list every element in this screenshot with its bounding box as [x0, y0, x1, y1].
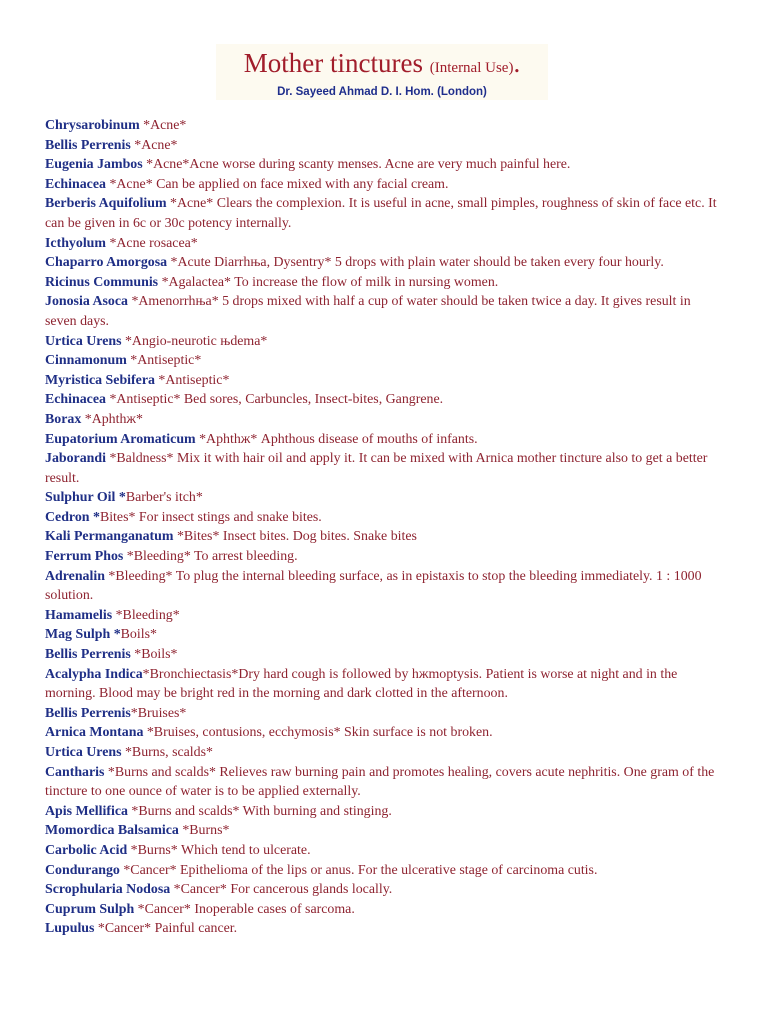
- remedy-description: *Bronchiectasis*Dry hard cough is followed by hжmoptysis. Patient is worse at night and in the morning. Blood may be bright red in the morning and dark clotted in the afternoon.: [45, 666, 678, 702]
- remedy-entry: [45, 116, 725, 136]
- remedy-entry: [45, 155, 725, 175]
- remedy-entry: [45, 332, 725, 352]
- remedy-description: Barber's itch*: [125, 490, 203, 506]
- remedy-entry: [45, 410, 725, 430]
- remedy-name: Bellis Perrenis: [45, 705, 131, 721]
- remedy-entry: [45, 508, 725, 528]
- remedy-description: *Burns and scalds* With burning and stinging.: [127, 803, 392, 819]
- remedy-name: Sulphur Oil *: [45, 490, 126, 506]
- remedy-description: *Antiseptic*: [154, 372, 230, 388]
- remedy-name: Eupatorium Aromaticum: [45, 431, 196, 447]
- remedy-list: [45, 116, 725, 939]
- remedy-entry: [45, 821, 725, 841]
- title-usage-note: (Internal Use): [429, 60, 514, 76]
- remedy-entry: [45, 449, 725, 488]
- remedy-name: Scrophularia Nodosa: [45, 882, 171, 898]
- remedy-name: Ferrum Phos: [45, 549, 124, 565]
- remedy-description: *Burns*: [178, 823, 230, 839]
- remedy-name: Echinacea: [45, 176, 106, 192]
- remedy-name: Condurango: [45, 862, 120, 878]
- remedy-entry: [45, 175, 725, 195]
- remedy-description: Boils*: [120, 627, 157, 643]
- document-header: [216, 44, 548, 100]
- remedy-entry: [45, 645, 725, 665]
- remedy-name: Arnica Montana: [45, 725, 144, 741]
- remedy-entry: [45, 919, 725, 939]
- remedy-description: *Bruises, contusions, ecchymosis* Skin surface is not broken.: [143, 725, 493, 741]
- remedy-description: *Acne*: [139, 118, 187, 133]
- remedy-name: Jonosia Asoca: [45, 294, 128, 310]
- remedy-description: *Aphthж*: [81, 411, 143, 427]
- remedy-description: *Bleeding*: [112, 607, 180, 623]
- remedy-entry: [45, 527, 725, 547]
- remedy-name: Bellis Perrenis: [45, 137, 131, 153]
- remedy-name: Cantharis: [45, 764, 105, 780]
- remedy-entry: [45, 743, 725, 763]
- remedy-description: *Acne*Acne worse during scanty menses. Acne are very much painful here.: [142, 157, 571, 173]
- remedy-entry: [45, 488, 725, 508]
- remedy-name: Eugenia Jambos: [45, 157, 143, 173]
- remedy-entry: [45, 704, 725, 724]
- remedy-description: *Cancer* Painful cancer.: [94, 921, 238, 937]
- remedy-name: Apis Mellifica: [45, 803, 128, 819]
- remedy-description: *Cancer* For cancerous glands locally.: [170, 882, 393, 898]
- remedy-description: *Boils*: [130, 647, 178, 663]
- remedy-name: Borax: [45, 411, 82, 427]
- remedy-name: Cedron *: [45, 509, 100, 525]
- remedy-name: Chaparro Amorgosa: [45, 255, 168, 271]
- remedy-name: Jaborandi: [45, 451, 106, 467]
- remedy-description: *Burns and scalds* Relieves raw burning pain and promotes healing, covers acute nephritis. One gram of the tincture to one ounce of water is to be applied externally.: [45, 764, 715, 800]
- remedy-description: *Amenorrhњa* 5 drops mixed with half a cup of water should be taken twice a day. It gives result in seven days.: [45, 294, 691, 329]
- remedy-description: *Aphthж* Aphthous disease of mouths of infants.: [195, 431, 478, 447]
- remedy-description: *Acute Diarrhњa, Dysentry* 5 drops with plain water should be taken every four hourly.: [167, 255, 664, 271]
- remedy-description: *Angio-neurotic њdema*: [121, 333, 268, 349]
- remedy-entry: [45, 371, 725, 391]
- remedy-description: *Antiseptic* Bed sores, Carbuncles, Insect-bites, Gangrene.: [105, 392, 444, 408]
- remedy-name: Carbolic Acid: [45, 842, 128, 858]
- remedy-entry: [45, 880, 725, 900]
- remedy-name: Chrysarobinum: [45, 118, 140, 133]
- remedy-name: Icthyolum: [45, 235, 106, 251]
- remedy-name: Momordica Balsamica: [45, 823, 179, 839]
- remedy-description: *Bleeding* To plug the internal bleeding surface, as in epistaxis to stop the bleeding immediately. 1 : 1000 solution.: [45, 568, 702, 604]
- remedy-entry: [45, 665, 725, 704]
- remedy-name: Hamamelis: [45, 607, 113, 623]
- remedy-name: Berberis Aquifolium: [45, 196, 167, 212]
- remedy-description: *Antiseptic*: [126, 353, 202, 369]
- remedy-description: *Burns, scalds*: [121, 745, 213, 760]
- remedy-description: Bites* For insect stings and snake bites.: [99, 509, 322, 525]
- remedy-name: Myristica Sebifera: [45, 372, 155, 388]
- remedy-description: *Acne*: [130, 137, 178, 153]
- remedy-description: *Bleeding* To arrest bleeding.: [123, 549, 298, 565]
- remedy-description: *Cancer* Inoperable cases of sarcoma.: [134, 901, 355, 917]
- document-title: [216, 47, 548, 84]
- remedy-entry: [45, 567, 725, 606]
- remedy-entry: [45, 292, 725, 331]
- remedy-entry: [45, 900, 725, 920]
- remedy-entry: [45, 194, 725, 233]
- remedy-entry: [45, 390, 725, 410]
- remedy-name: Adrenalin: [45, 568, 105, 584]
- remedy-name: Echinacea: [45, 392, 106, 408]
- title-period: .: [513, 48, 521, 78]
- remedy-entry: [45, 430, 725, 450]
- remedy-name: Acalypha Indica: [45, 666, 143, 682]
- remedy-entry: [45, 253, 725, 273]
- remedy-entry: [45, 723, 725, 743]
- remedy-description: *Acne* Can be applied on face mixed with any facial cream.: [105, 176, 449, 192]
- remedy-description: *Baldness* Mix it with hair oil and apply it. It can be mixed with Arnica mother tincture also to get a better result.: [45, 451, 708, 486]
- remedy-name: Urtica Urens: [45, 333, 122, 349]
- remedy-entry: [45, 861, 725, 881]
- remedy-name: Cinnamonum: [45, 353, 127, 369]
- remedy-entry: [45, 606, 725, 626]
- remedy-entry: [45, 547, 725, 567]
- author-line: Dr. Sayeed Ahmad D. I. Hom. (London): [277, 86, 487, 98]
- remedy-description: *Cancer* Epithelioma of the lips or anus. For the ulcerative stage of carcinoma cutis.: [119, 862, 598, 878]
- remedy-entry: [45, 802, 725, 822]
- remedy-name: Urtica Urens: [45, 745, 122, 760]
- remedy-entry: [45, 351, 725, 371]
- remedy-entry: [45, 273, 725, 293]
- remedy-entry: [45, 136, 725, 156]
- remedy-description: *Acne* Clears the complexion. It is useful in acne, small pimples, roughness of skin of face etc. It can be given in 6c or 30c potency internally.: [45, 196, 717, 231]
- remedy-description: *Bites* Insect bites. Dog bites. Snake bites: [173, 529, 417, 545]
- remedy-entry: [45, 625, 725, 645]
- remedy-description: *Bruises*: [130, 705, 187, 721]
- remedy-name: Cuprum Sulph: [45, 901, 135, 917]
- remedy-name: Ricinus Communis: [45, 274, 159, 290]
- remedy-description: *Burns* Which tend to ulcerate.: [127, 842, 311, 858]
- remedy-name: Bellis Perrenis: [45, 647, 131, 663]
- remedy-description: *Agalactea* To increase the flow of milk in nursing women.: [158, 274, 499, 290]
- remedy-name: Lupulus: [45, 921, 95, 937]
- remedy-name: Mag Sulph *: [45, 627, 121, 643]
- title-text: Mother tinctures: [243, 48, 423, 78]
- remedy-entry: [45, 763, 725, 802]
- remedy-entry: [45, 841, 725, 861]
- remedy-description: *Acne rosacea*: [105, 235, 198, 251]
- remedy-entry: [45, 234, 725, 254]
- remedy-name: Kali Permanganatum: [45, 529, 174, 545]
